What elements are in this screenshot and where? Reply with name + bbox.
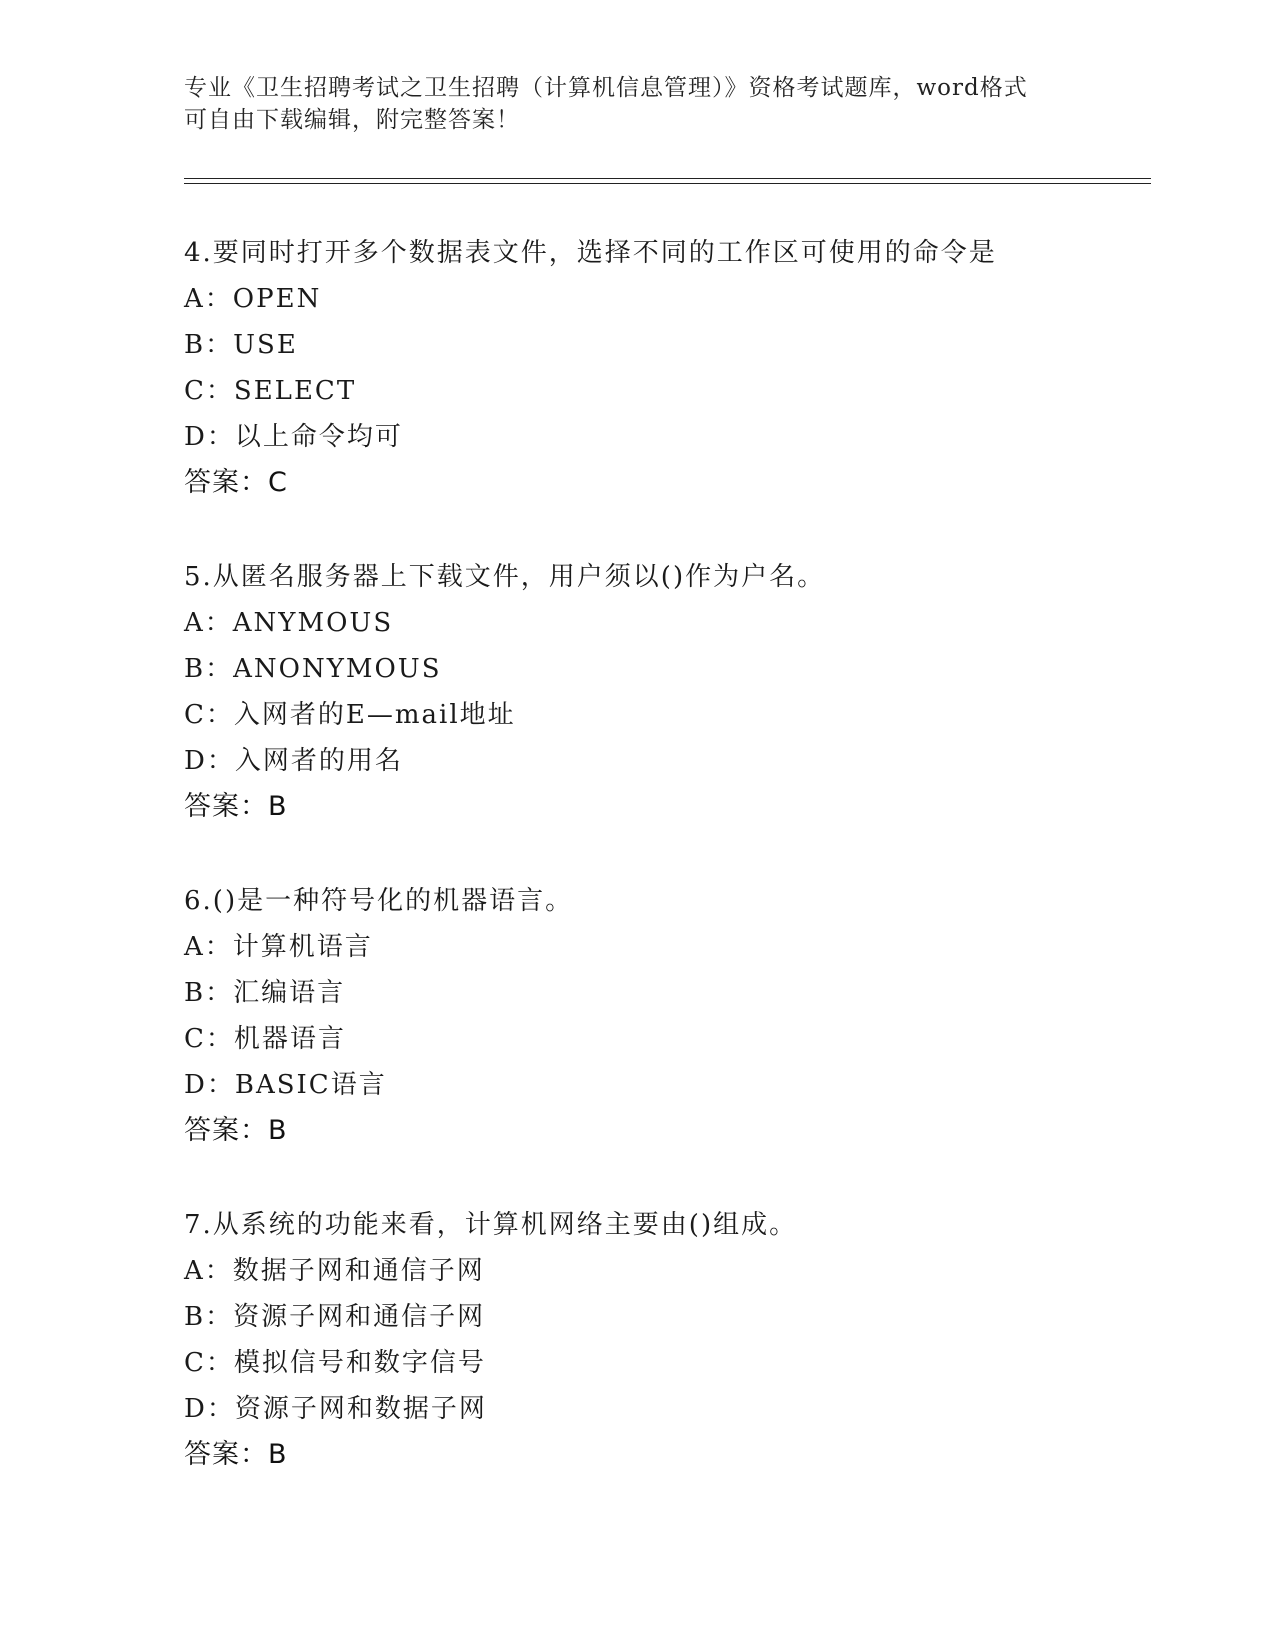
document-header <box>184 72 1064 136</box>
option-d: D：资源子网和数据子网 <box>184 1394 487 1424</box>
header-line-1: 专业《卫生招聘考试之卫生招聘（计算机信息管理）》资格考试题库，word格式 <box>184 75 1028 101</box>
option-d: D：入网者的用名 <box>184 746 403 776</box>
option-a: A：OPEN <box>184 284 322 314</box>
option-c: C：SELECT <box>184 376 357 406</box>
option-d: D：以上命令均可 <box>184 422 403 452</box>
answer: 答案：B <box>184 791 288 822</box>
option-a: A：计算机语言 <box>184 932 373 962</box>
header-divider <box>184 178 1151 184</box>
option-a: A：ANYMOUS <box>184 608 394 638</box>
option-b: B：ANONYMOUS <box>184 654 442 684</box>
question-5 <box>184 554 1144 830</box>
answer: 答案：C <box>184 467 288 498</box>
option-c: C：入网者的E—mail地址 <box>184 700 516 730</box>
question-6 <box>184 878 1144 1154</box>
option-b: B：汇编语言 <box>184 978 346 1008</box>
question-stem: 5.从匿名服务器上下载文件，用户须以()作为户名。 <box>184 562 826 592</box>
question-stem: 4.要同时打开多个数据表文件，选择不同的工作区可使用的命令是 <box>184 238 997 268</box>
option-c: C：机器语言 <box>184 1024 346 1054</box>
question-stem: 6.()是一种符号化的机器语言。 <box>184 886 574 916</box>
option-b: B：USE <box>184 330 298 360</box>
option-c: C：模拟信号和数字信号 <box>184 1348 486 1378</box>
question-7 <box>184 1202 1144 1478</box>
question-4 <box>184 230 1144 506</box>
option-a: A：数据子网和通信子网 <box>184 1256 485 1286</box>
header-line-2: 可自由下载编辑，附完整答案！ <box>184 107 520 133</box>
answer: 答案：B <box>184 1115 288 1146</box>
option-d: D：BASIC语言 <box>184 1070 387 1100</box>
answer: 答案：B <box>184 1439 288 1470</box>
question-stem: 7.从系统的功能来看，计算机网络主要由()组成。 <box>184 1210 798 1240</box>
question-list <box>184 230 1144 1526</box>
option-b: B：资源子网和通信子网 <box>184 1302 486 1332</box>
